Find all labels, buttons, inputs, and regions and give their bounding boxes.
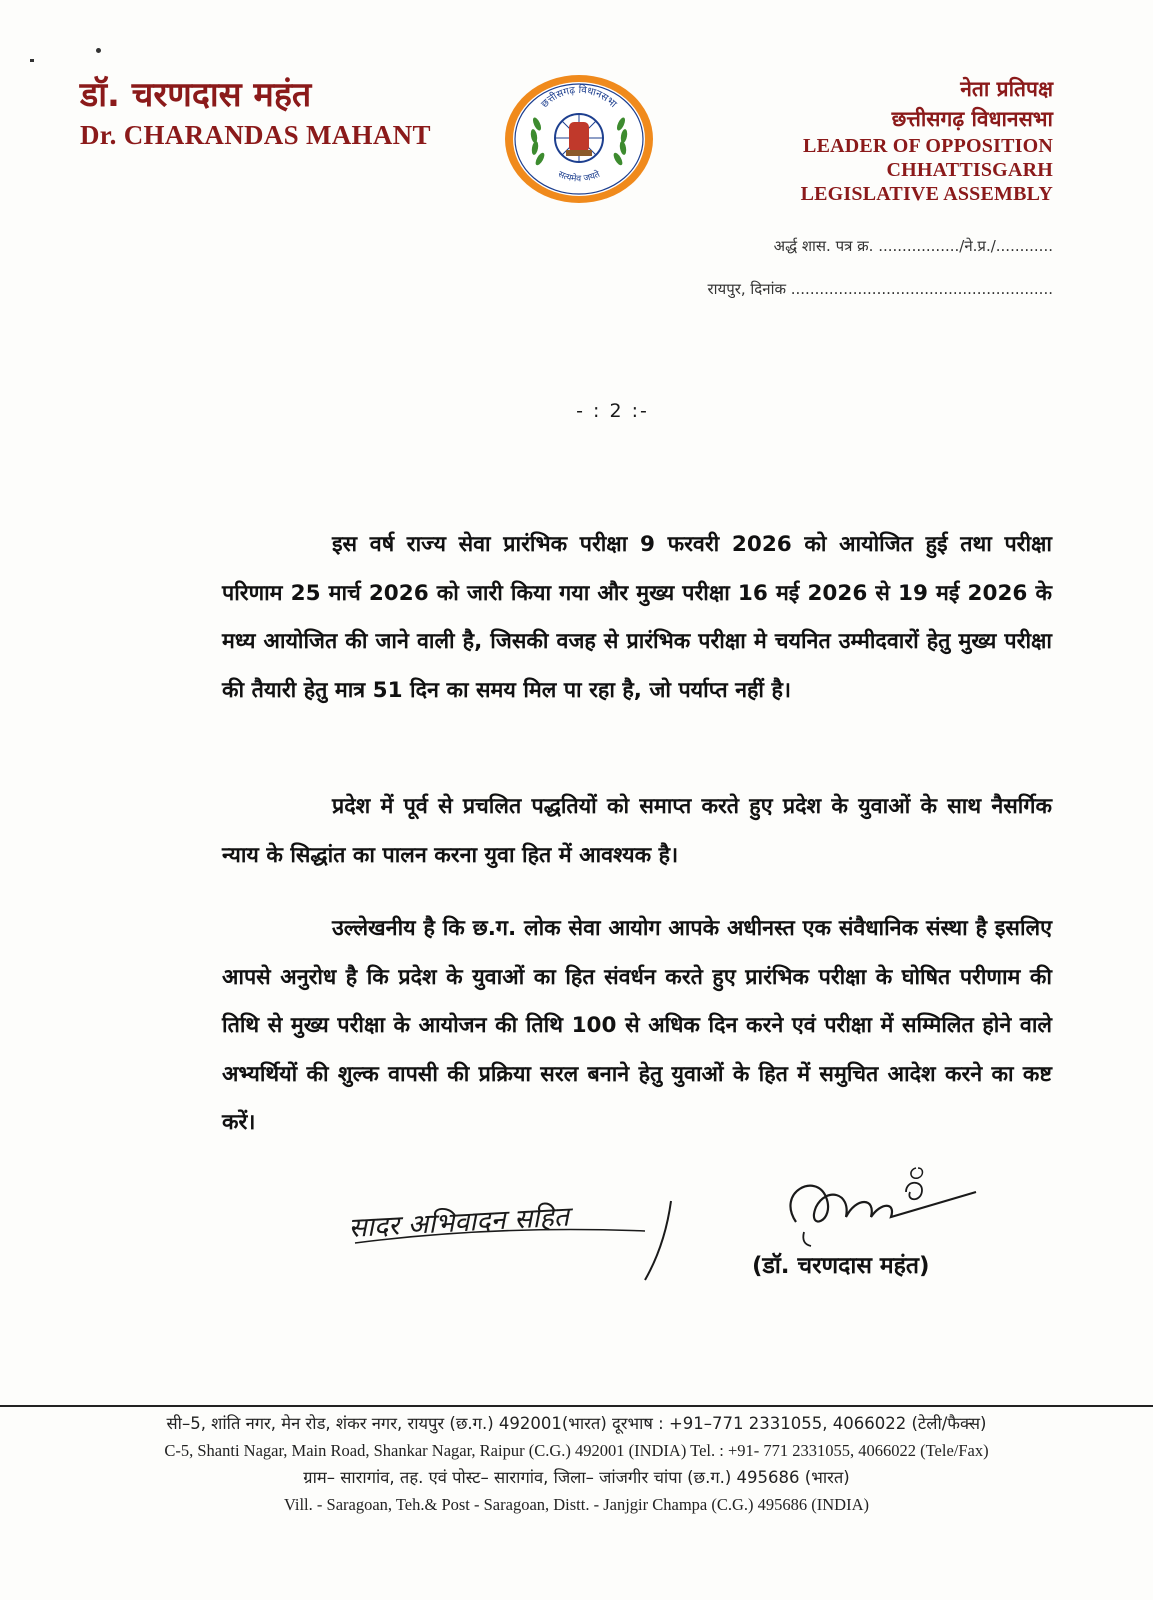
body-paragraph-3 <box>222 905 1052 1148</box>
signatory-name: (डॉ. चरणदास महंत) <box>752 1253 930 1279</box>
footer-divider <box>0 1405 1153 1407</box>
letter-number-line: अर्द्ध शास. पत्र क्र. ................./ने.प्र./............ <box>773 237 1053 255</box>
emblem-top-text: छत्तीसगढ़ विधानसभा <box>539 84 619 111</box>
designation-hindi-title: नेता प्रतिपक्ष <box>960 77 1053 101</box>
footer-address-english-1: C-5, Shanti Nagar, Main Road, Shankar Nagar, Raipur (C.G.) 492001 (INDIA) Tel. : +91- 771 2331055, 4066022 (Tele/Fax) <box>164 1441 989 1460</box>
name-english: Dr. CHARANDAS MAHANT <box>80 120 431 150</box>
stray-mark <box>30 59 34 62</box>
paragraph-text: उल्लेखनीय है कि छ.ग. लोक सेवा आयोग आपके अधीनस्त एक संवैधानिक संस्था है इसलिए आपसे अनुरोध है कि प्रदेश के युवाओं का हित संवर्धन करते हुए प्रारंभिक परीक्षा के घोषित परीणाम की तिथि से मुख्य परीक्षा के आयोजन की तिथि 100 से अधिक दिन करने एवं परीक्षा में सम्मिलित होने वाले अभ्यर्थियों की शुल्क वापसी की प्रक्रिया सरल बनाने हेतु युवाओं के हित में समुचित आदेश करने का कष्ट करें। <box>222 916 1052 1135</box>
handwritten-closing <box>345 1195 685 1285</box>
footer-address-hindi-1: सी–5, शांति नगर, मेन रोड, शंकर नगर, रायपुर (छ.ग.) 492001(भारत) दूरभाष : +91–771 2331055, 4066022 (टेली/फैक्स) <box>166 1414 987 1433</box>
stray-mark <box>96 48 101 53</box>
assembly-emblem <box>503 72 655 206</box>
paragraph-text: इस वर्ष राज्य सेवा प्रारंभिक परीक्षा 9 फरवरी 2026 को आयोजित हुई तथा परीक्षा परिणाम 25 मार्च 2026 को जारी किया गया और मुख्य परीक्षा 16 मई 2026 से 19 मई 2026 के मध्य आयोजित की जाने वाली है, जिसकी वजह से प्रारंभिक परीक्षा मे चयनित उम्मीदवारों हेतु मुख्य परीक्षा की तैयारी हेतु मात्र 51 दिन का समय मिल पा रहा है, जो पर्याप्त नहीं है। <box>222 532 1052 703</box>
footer-address-english-2: Vill. - Saragoan, Teh.& Post - Saragoan, Distt. - Janjgir Champa (C.G.) 495686 (INDIA) <box>283 1495 870 1514</box>
designation-english-title: LEADER OF OPPOSITION <box>803 135 1053 157</box>
designation-hindi-assembly: छत्तीसगढ़ विधानसभा <box>891 107 1053 131</box>
page-number: - : 2 :- <box>576 400 649 422</box>
designation-block <box>801 74 1053 206</box>
footer-address <box>0 1410 1153 1518</box>
body-paragraph-1 <box>222 521 1052 715</box>
emblem-bottom-text: सत्यमेव जयते <box>556 169 602 185</box>
designation-english-state: CHHATTISGARH <box>886 159 1053 181</box>
paragraph-text: प्रदेश में पूर्व से प्रचलित पद्धतियों को समाप्त करते हुए प्रदेश के युवाओं के साथ नैसर्गिक न्याय के सिद्धांत का पालन करना युवा हित में आवश्यक है। <box>222 794 1052 868</box>
name-hindi: डॉ. चरणदास महंत <box>80 75 312 115</box>
signature <box>756 1162 986 1247</box>
closing-text: सादर अभिवादन सहित <box>347 1201 570 1244</box>
date-line: रायपुर, दिनांक ....................................................... <box>707 280 1053 298</box>
body-paragraph-2 <box>222 783 1052 880</box>
designation-english-assembly: LEGISLATIVE ASSEMBLY <box>800 183 1053 205</box>
footer-address-hindi-2: ग्राम– सारागांव, तह. एवं पोस्ट– सारागांव, जिला– जांजगीर चांपा (छ.ग.) 495686 (भारत) <box>303 1468 850 1487</box>
